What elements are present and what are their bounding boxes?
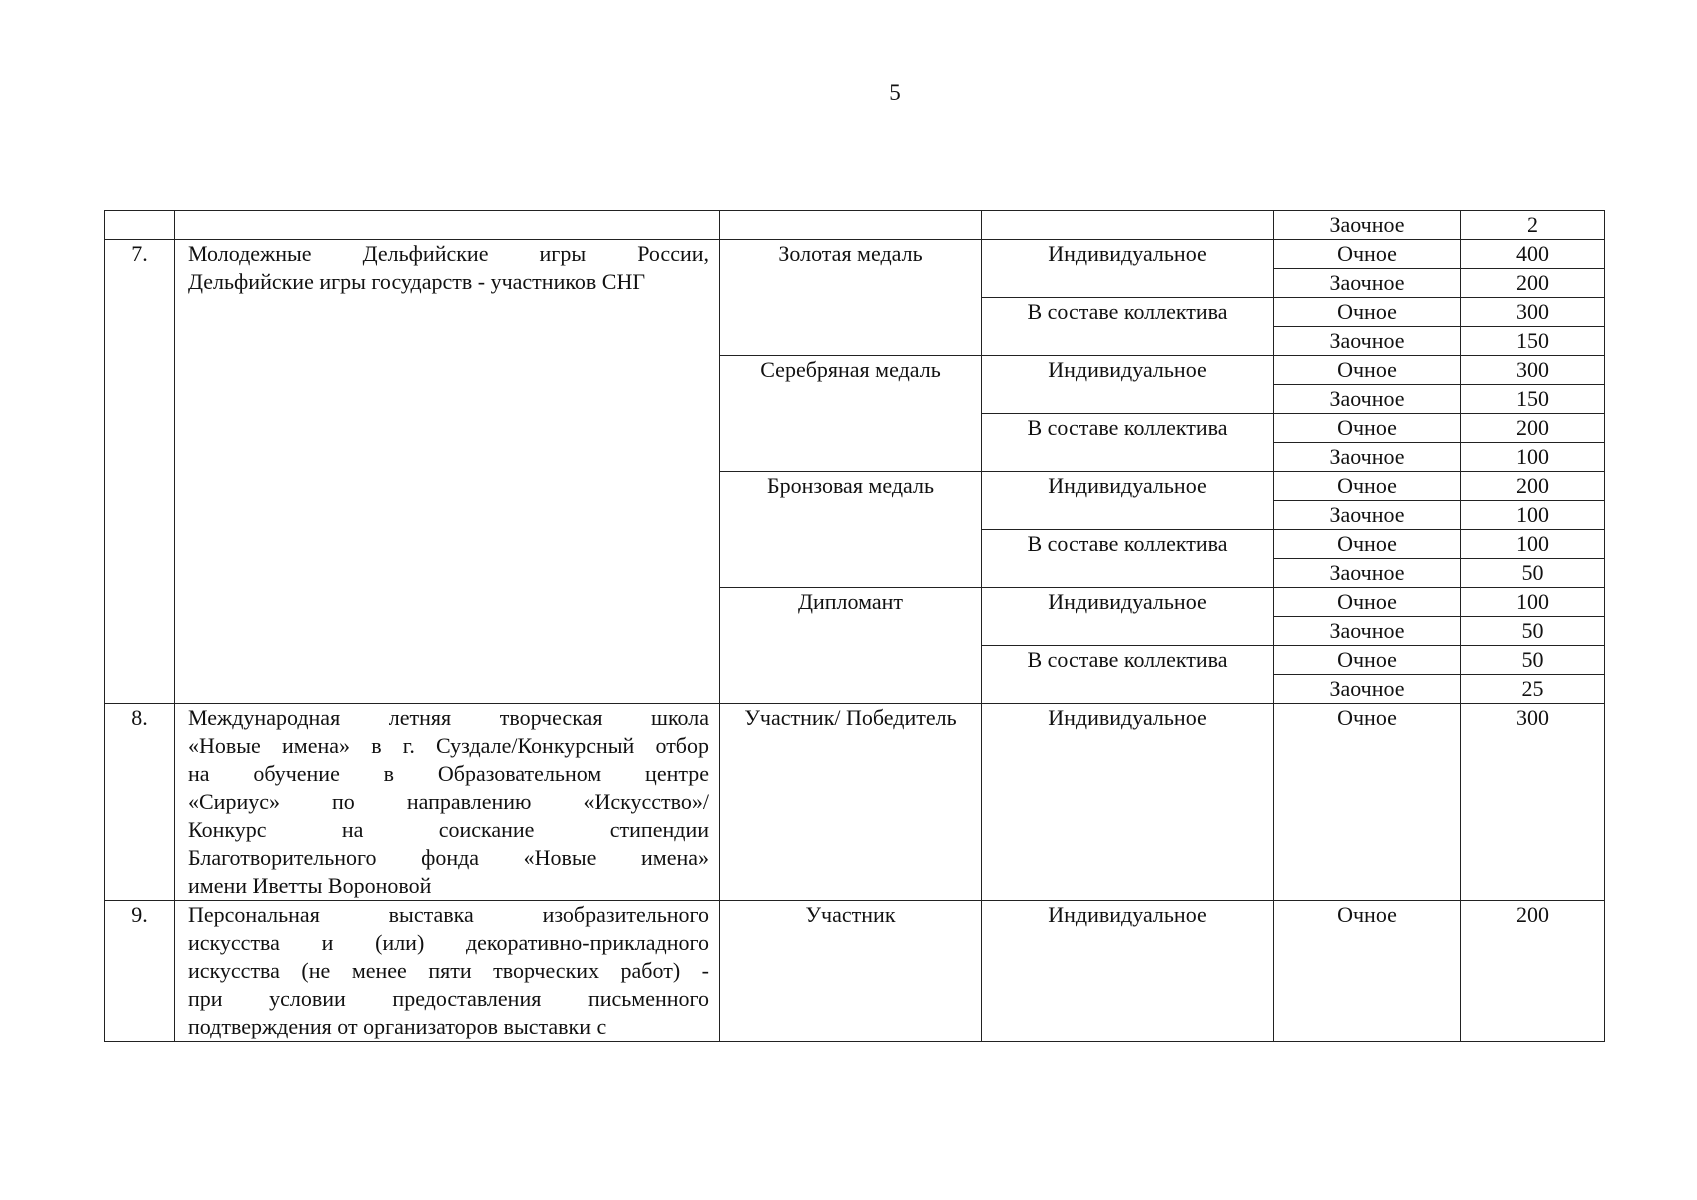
form-cell: Заочное [1274, 211, 1461, 240]
entry-name-line: Дельфийские игры государств - участников СНГ [188, 269, 646, 294]
awards-table [104, 210, 1605, 1042]
entry-name [175, 240, 720, 704]
form-cell: Заочное [1274, 269, 1461, 298]
points-cell: 100 [1461, 501, 1605, 530]
entry-name-line: Международная летняя творческая школа [188, 705, 709, 730]
empty-cell [720, 211, 982, 240]
form-cell: Очное [1274, 901, 1461, 1042]
entry-name-line: при условии предоставления письменного [188, 986, 709, 1011]
form-cell: Очное [1274, 704, 1461, 901]
entry-name-line: Благотворительного фонда «Новые имена» [188, 845, 709, 870]
points-cell: 200 [1461, 414, 1605, 443]
participation-type: Индивидуальное [982, 588, 1274, 646]
participation-type: В составе коллектива [982, 530, 1274, 588]
points-cell: 400 [1461, 240, 1605, 269]
entry-name-line: Персональная выставка изобразительного [188, 902, 709, 927]
award-cell: Дипломант [720, 588, 982, 704]
entry-number: 8. [105, 704, 175, 901]
empty-cell [982, 211, 1274, 240]
form-cell: Заочное [1274, 559, 1461, 588]
points-cell: 50 [1461, 617, 1605, 646]
points-cell: 100 [1461, 530, 1605, 559]
entry-number: 9. [105, 901, 175, 1042]
points-cell: 150 [1461, 327, 1605, 356]
form-cell: Очное [1274, 356, 1461, 385]
entry-name [175, 901, 720, 1042]
participation-type: Индивидуальное [982, 240, 1274, 298]
award-cell: Золотая медаль [720, 240, 982, 356]
participation-type: Индивидуальное [982, 472, 1274, 530]
form-cell: Очное [1274, 530, 1461, 559]
form-cell: Очное [1274, 298, 1461, 327]
participation-type: В составе коллектива [982, 646, 1274, 704]
points-cell: 25 [1461, 675, 1605, 704]
points-cell: 200 [1461, 472, 1605, 501]
points-cell: 2 [1461, 211, 1605, 240]
page-number: 5 [889, 80, 901, 105]
points-cell: 100 [1461, 443, 1605, 472]
points-cell: 300 [1461, 298, 1605, 327]
participation-type: В составе коллектива [982, 298, 1274, 356]
form-cell: Очное [1274, 472, 1461, 501]
empty-cell [105, 211, 175, 240]
form-cell: Очное [1274, 588, 1461, 617]
table-row [105, 240, 1605, 269]
points-cell: 200 [1461, 269, 1605, 298]
entry-name-line: искусства и (или) декоративно-прикладного [188, 930, 709, 955]
entry-name-line: подтверждения от организаторов выставки с [188, 1014, 607, 1039]
award-cell: Участник [720, 901, 982, 1042]
form-cell: Очное [1274, 414, 1461, 443]
points-cell: 150 [1461, 385, 1605, 414]
participation-type: Индивидуальное [982, 704, 1274, 901]
entry-name-line: имени Иветты Вороновой [188, 873, 432, 898]
award-cell: Серебряная медаль [720, 356, 982, 472]
participation-type: В составе коллектива [982, 414, 1274, 472]
empty-cell [175, 211, 720, 240]
participation-type: Индивидуальное [982, 356, 1274, 414]
form-cell: Очное [1274, 240, 1461, 269]
participation-type: Индивидуальное [982, 901, 1274, 1042]
table-row [105, 901, 1605, 1042]
entry-name-line: «Сириус» по направлению «Искусство»/ [188, 789, 709, 814]
points-cell: 300 [1461, 704, 1605, 901]
form-cell: Заочное [1274, 327, 1461, 356]
points-cell: 100 [1461, 588, 1605, 617]
points-cell: 50 [1461, 559, 1605, 588]
entry-number: 7. [105, 240, 175, 704]
table-row [105, 211, 1605, 240]
entry-name [175, 704, 720, 901]
entry-name-line: «Новые имена» в г. Суздале/Конкурсный отбор [188, 733, 709, 758]
award-cell: Участник/ Победитель [720, 704, 982, 901]
form-cell: Заочное [1274, 501, 1461, 530]
points-cell: 50 [1461, 646, 1605, 675]
form-cell: Заочное [1274, 675, 1461, 704]
award-cell: Бронзовая медаль [720, 472, 982, 588]
entry-name-line: искусства (не менее пяти творческих работ) - [188, 958, 709, 983]
entry-name-line: Конкурс на соискание стипендии [188, 817, 709, 842]
points-cell: 200 [1461, 901, 1605, 1042]
entry-name-line: Молодежные Дельфийские игры России, [188, 241, 709, 266]
form-cell: Заочное [1274, 617, 1461, 646]
entry-name-line: на обучение в Образовательном центре [188, 761, 709, 786]
form-cell: Очное [1274, 646, 1461, 675]
table-row [105, 704, 1605, 901]
form-cell: Заочное [1274, 443, 1461, 472]
form-cell: Заочное [1274, 385, 1461, 414]
points-cell: 300 [1461, 356, 1605, 385]
